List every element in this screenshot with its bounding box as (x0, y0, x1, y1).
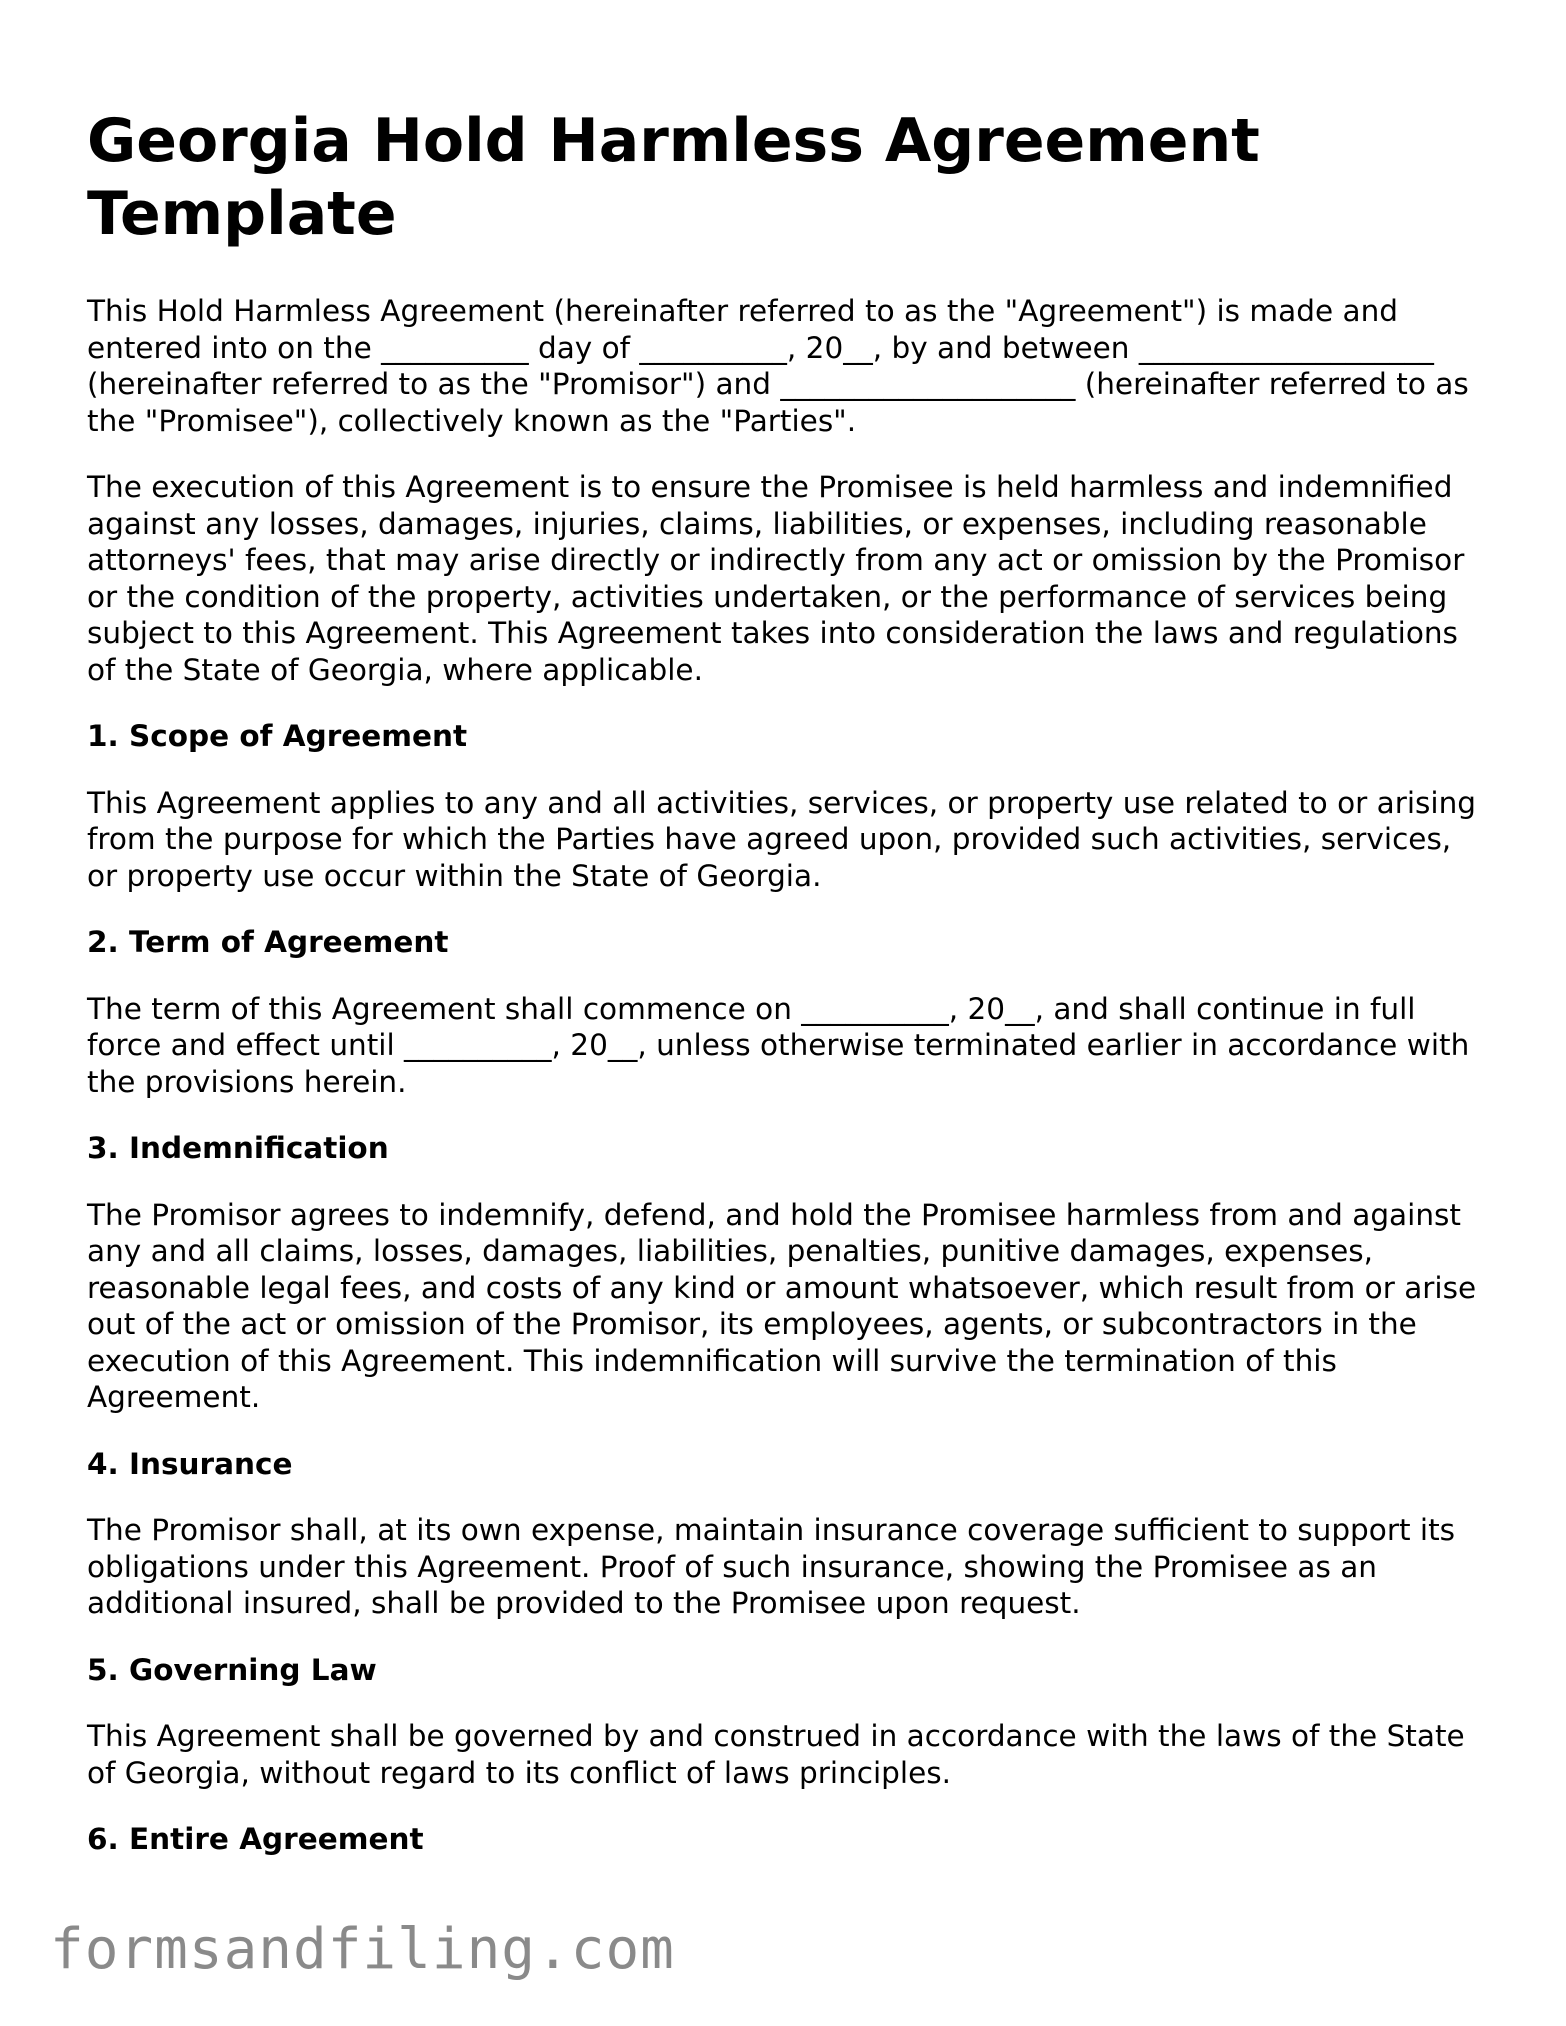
intro-paragraph: This Hold Harmless Agreement (hereinafter referred to as the "Agreement") is made and entered into on the __________ day of __________, 20__, by and between ____________________ (hereinafter referred to as the "Promisor") and ____________________ (hereinafter referred to as the "Promisee"), collectively known as the "Parties". (87, 294, 1469, 438)
section-heading: 1. Scope of Agreement (87, 719, 468, 753)
section-scope (87, 718, 1487, 894)
section-body: The term of this Agreement shall commence on __________, 20__, and shall continue in full force and effect until __________, 20__, unless otherwise terminated earlier in accordance with the provisions herein. (87, 991, 1470, 1099)
section-heading: 2. Term of Agreement (87, 925, 449, 959)
section-body: This Agreement shall be governed by and construed in accordance with the laws of the State of Georgia, without regard to its conflict of laws principles. (87, 1719, 1465, 1790)
section-governing-law (87, 1652, 1487, 1792)
watermark-logo: formsandfiling.com (50, 1917, 675, 1982)
section-heading: 3. Indemnification (87, 1131, 389, 1165)
section-heading: 5. Governing Law (87, 1652, 377, 1687)
section-body: This Agreement applies to any and all activities, services, or property use related to or arising from the purpose for which the Parties have agreed upon, provided such activities, services, or property use occur within the State of Georgia. (87, 785, 1477, 893)
section-body: The Promisor agrees to indemnify, defend, and hold the Promisee harmless from and against any and all claims, losses, damages, liabilities, penalties, punitive damages, expenses, reasonable legal fees, and costs of any kind or amount whatsoever, which result from or arise out of the act or omission of the Promisor, its employees, agents, or subcontractors in the execution of this Agreement. This indemnification will survive the termination of this Agreement. (87, 1197, 1477, 1414)
section-insurance (87, 1446, 1487, 1622)
section-body: The Promisor shall, at its own expense, maintain insurance coverage sufficient to support its obligations under this Agreement. Proof of such insurance, showing the Promisee as an additional insured, shall be provided to the Promisee upon request. (87, 1513, 1456, 1620)
document-page (87, 105, 1487, 1888)
section-indemnification (87, 1130, 1487, 1416)
section-heading: 4. Insurance (87, 1446, 293, 1481)
section-entire-agreement (87, 1821, 1487, 1858)
purpose-paragraph: The execution of this Agreement is to ensure the Promisee is held harmless and indemnified against any losses, damages, injuries, claims, liabilities, or expenses, including reasonable attorneys' fees, that may arise directly or indirectly from any act or omission by the Promisor or the condition of the property, activities undertaken, or the performance of services being subject to this Agreement. This Agreement takes into consideration the laws and regulations of the State of Georgia, where applicable. (87, 470, 1465, 687)
section-heading: 6. Entire Agreement (87, 1822, 424, 1856)
section-term (87, 924, 1487, 1100)
document-title: Georgia Hold Harmless Agreement Template (87, 106, 1260, 249)
